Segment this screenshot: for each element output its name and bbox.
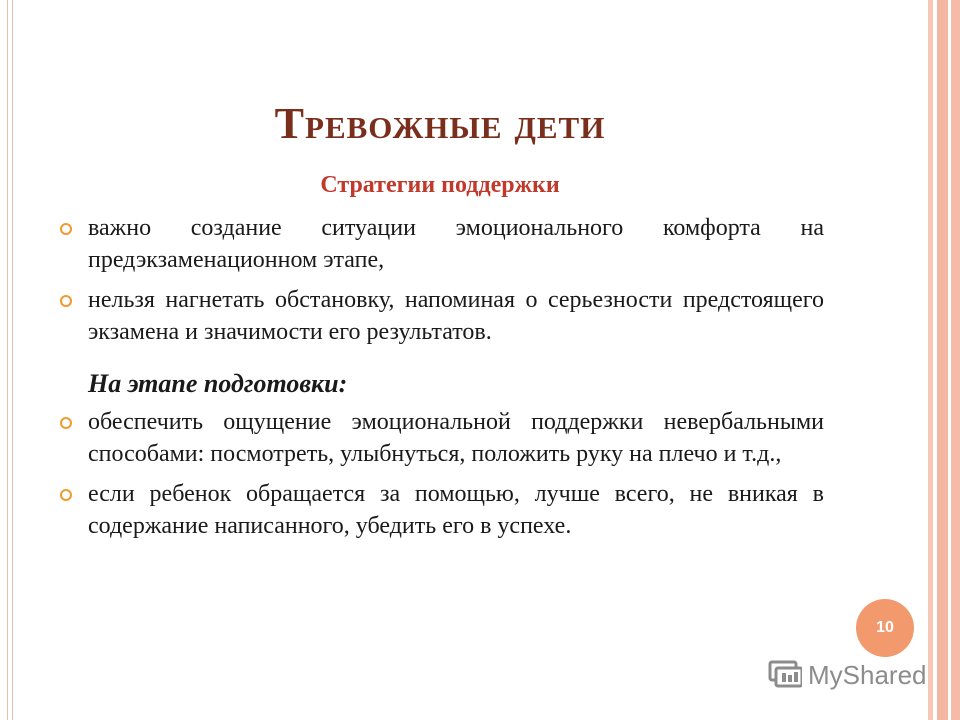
- bullet-icon: [60, 417, 72, 429]
- slide-subtitle: Стратегии поддержки: [320, 172, 560, 198]
- list-item-text: нельзя нагнетать обстановку, напоминая о серьезности предстоящего экзамена и значимости его результатов.: [88, 287, 824, 345]
- list-item-text: важно создание ситуации эмоционального комфорта на предэкзаменационном этапе,: [88, 215, 824, 273]
- list-item-text: если ребенок обращается за помощью, лучше всего, не вникая в содержание написанного, убедить его в успехе.: [88, 481, 824, 539]
- myshared-logo-icon: [768, 660, 802, 690]
- page-number-badge: 10: [856, 599, 914, 657]
- slide-title: Тревожные дети: [274, 99, 606, 148]
- bullet-icon: [60, 223, 72, 235]
- list-item: [60, 478, 824, 542]
- list-item-text: обеспечить ощущение эмоциональной поддержки невербальными способами: посмотреть, улыбнуться, положить руку на плечо и т.д.,: [88, 409, 824, 467]
- right-decorative-stripes: [928, 0, 960, 720]
- myshared-watermark[interactable]: [768, 658, 927, 692]
- bullet-icon: [60, 489, 72, 501]
- watermark-text: MyShared: [808, 659, 927, 690]
- list-item: [60, 284, 824, 348]
- list-item: [60, 406, 824, 470]
- slide-content: [60, 212, 824, 550]
- bullet-icon: [60, 295, 72, 307]
- section-heading: На этапе подготовки:: [88, 369, 348, 398]
- list-item: [60, 212, 824, 276]
